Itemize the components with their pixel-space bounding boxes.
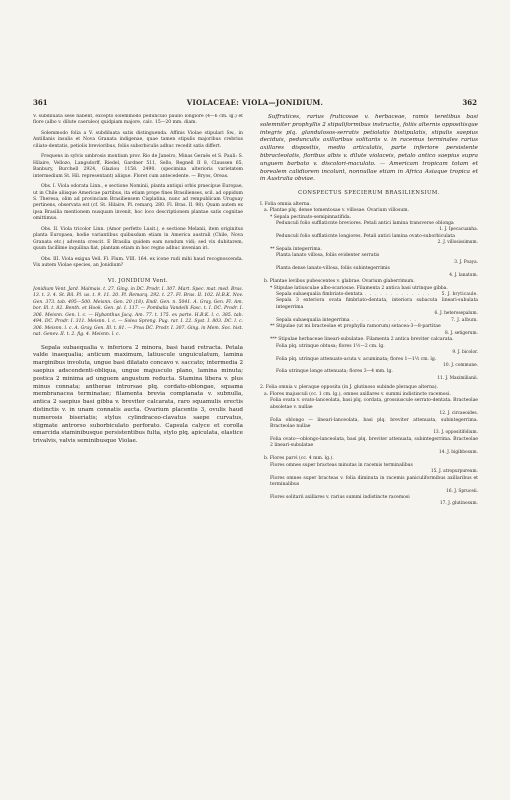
genus-habit-description: Suffrutices, rarius fruticosae v. herbaceae, ramis teretibus basi solemniter prophyllis 2 stipuliformibus instructis, foliis alternis oppositisque integris plq. glandulosos-serratis petiolatis bistipulatis, stipulis saepius deciduis, pedunculis axillaribus solitariis v. in racemus terminales rarius axillares dispositis, medio articulatis, parte inferiore persistente bibracteolatis, floribus albis v. dilute violaceis, petalo antico saepius supra unguem barbato v. discolori-maculato. — Americam tropicam totam et borealem calidiorem incolunt, nonnullae etiam in Africa Asiaque tropica et in Australia obviae. [260, 114, 478, 183]
key-group-heading: I. Folia omnia alterna. [260, 201, 311, 207]
species-name: 9. J. bicolor. [452, 350, 478, 356]
key-subgroup: a. Plantae plq. dense tomentosae v. villosae. Ovarium villosum. [264, 208, 410, 214]
key-subgroup: a. Flores majusculi (cc. 1 cm. lg.), omnes axillares v. summi indistincte racemosi. [264, 391, 451, 397]
genus-description: Sepala subaequalia v. inferiora 2 minora, basi haud retracta. Petala valde inaequalia; anticum maximum, latiuscule unguiculatum, lamina marginibus involuta, ungue basi dilatato concavo v. saccato; intermedia 2 saepius adscendenti-obliqua, ungue majusculo plano, lamina minuta; postica 2 minima ad unguem angustum reducta. Stamina libera v. plus minus connata; antherae introrsae plq. cordato-oblongae, squama membranacea terminatae; filamenta brevia complanata v. subnulla, antica 2 saepius basi gibba v. breviter calcarata, raro squamulis erectis distinctis v. in unam connatis aucta. Ovarium placentis 3, ovulis haud numerosis biseriatis; stylus cylindraceo-clavatus saepe curvatus, stigmate antrorso suborbiculato perforato. Capsula calyce et corolla emarcida staminibusque persistentibus fulta, stylo plq. apiculata, elastice trivalvis, valvis seminibusque Violae. [33, 344, 243, 445]
species-name: 2. J. villosissimum. [437, 240, 478, 246]
key-lead: Sepala subaequalia integerrima [276, 317, 350, 323]
species-name: 16. J. Spruceii. [446, 488, 478, 494]
species-name: 11. J. Maximilianii. [437, 375, 478, 381]
key-lead: Folia plq. utrinque obtusa; flores 1½—2 cm. lg. [276, 343, 385, 349]
key-lead: Folia plq. utrinque attenuato-acuta v. acuminata; flores 1—1½ cm. lg. [276, 356, 437, 362]
page-number-left: 361 [33, 98, 48, 107]
key-lead: Folia utrinque longe attenuata; flores 3—4 mm. lg. [276, 369, 393, 375]
key-lead: Planta lanato villosa, foliis evidenter serratis [276, 253, 380, 259]
species-name: 5. J. bryticaule. [441, 291, 478, 297]
running-title: VIOLACEAE: VIOLA—JONIDIUM. [186, 98, 324, 107]
right-column [260, 114, 478, 764]
key-subgroup: b. Plantae levibus pubescentes v. glabrae. Ovarium glaberrimum. [264, 279, 415, 285]
key-lead: Folia oblongo — lineari-lanceolata, basi plq. breviter attenuata, subintegerrima. Bracteolae nullae [270, 417, 478, 430]
observation-1: Obs. I. Viola odorata Linn., e sectione Nominii, planta antiqui orbis praecipue Europae, ut in Chile aliisque Americae partibus, ita etiam prope fines Brasilienses, scil. ad oppidum S. Theresa, olim ad provinciam Brasiliensem Cisplatina, nunc ad rempublicam Uruguay pertinens, observata est (cf. St. Hilaire, Pl. remarq. 280. Fl. Bras. II. 98). Quam autem ex ipsa Brasilia mentionem nusquam invenit, hoc loco descriptionem plantae satis cognitae omittimus. [33, 184, 243, 222]
leader-dots: . . . . . . . . . . . . . [364, 291, 431, 297]
species-name: 4. J. lanatum. [449, 272, 478, 278]
species-name: 8. J. setigerum. [445, 330, 478, 336]
key-section: ** Sepala integerrima. [270, 246, 322, 252]
key-lead: Flores omnes super bracteas v. folia diminuta in racemis paniculiformibus axillaribus et terminalibus [270, 475, 478, 488]
species-name: 17. J. glutinosum. [439, 501, 478, 507]
key-section: *** Stipulae herbaceae lineari-subulatae. Filamenta 2 antica breviter calcarata. [270, 337, 454, 343]
key-lead: Flores omnes super bracteas minutas in racemis terminalibus [270, 462, 413, 468]
species-name: 1. J. Ipecacuanha. [439, 227, 478, 233]
genus-heading: VI. JONIDIUM Vent. [107, 277, 169, 284]
observation-3: Obs. III. Viola exigua Vell. Fl. Flum. VIII. 164. ex icone rudi mihi haud recognoscenda. Vix autem Violae species, an Jonidium? [33, 256, 243, 269]
key-lead: Flores solitarii axillares v. rarius summi indistincte racemosi [270, 495, 410, 501]
paragraph: V. subdiluata sese habent, excepto solemmodo pedunculo paullo longiore (4—6 cm. lg.) et flore (albo v. dilute caeruleo) quidpiam majore, calc. 15—20 mm. diam. [33, 114, 243, 126]
page-header [33, 98, 477, 110]
key-lead: Planta dense lanato-villosa, foliis subintegerrimis [276, 266, 390, 272]
key-lead: Folia ovata v. ovato-lanceolata, basi plq. cordata, grossiuscule serrato-dentata. Bracteolae absoletae v. nullae [270, 398, 478, 410]
species-name: 6. J. heterosepalum. [434, 311, 478, 317]
left-column [33, 114, 243, 764]
key-lead: Sepala 3 exteriora ovata fimbriato-dentata, interiora subacuta lineari-subulata integerrima [276, 298, 478, 310]
key-lead: Folia ovato—oblongo-lanceolata, basi plq. breviter attenuata, subintegerrima. Bracteolae 2 lineari-subulatae [270, 436, 478, 449]
key-section: * Sepala pectinato-semipinnatifida. [270, 214, 352, 220]
paragraph: Solemmodo folia a V. subdiluata satis distinguenda. Affinis Violae stipulari Sw., in Antillanis insulis et Nova Granata indigenae, quae tamen stipulis majoribus crebrius ciliato-dentatis, petiolis brevioribus, foliis suborbiculis adhuc recedit satis differt. [33, 130, 243, 149]
key-lead: Pedunculi folio sufflaticnte breviores. Petali antici lamina transverse oblonga [276, 220, 454, 226]
species-name: 3. J. Poaya. [454, 259, 478, 265]
leader-dots: . . . . . . . . . . . . . [351, 317, 418, 323]
observation-2: Obs. II. Viola tricolor Linn. (Amor perfetto Lusit.), e sectione Melanii, item originitus planta Europaea, hodie variantibus quibusdam etiam in America australi (Chile, Nova Granata etc.) adventa crescit. E Brasilia quidem eam nondum vidi; sed vix dubitarem, quum facillime inquilina fiat, plantam etiam in hoc regno adhuc invenian iri. [33, 226, 243, 252]
locality-paragraph: Frequens in sylvis umbrosis montium prov. Rio de Janeiro, Minas Geraës et S. Pauli: S. Hilaire, Vellozo, Langsdorff, Riedel, Gardner 511, Sello, Regnell II 8, Claussen 65, Banbury, Burchell 2924, Glaziou 1158. 2490. (specimina ulterioris varietatem intermedium St. Hil. representant) aliique. Floret cum antecedente. — Bryos, Oreas. [33, 154, 243, 179]
species-name: 13. J. oppositifolium. [433, 430, 478, 436]
species-name: 7. J. album. [451, 317, 478, 323]
species-name: 14. J. bigibbosum. [438, 449, 478, 455]
species-name: 12. J. circaeoides. [439, 411, 478, 417]
key-section: ** Stipulae (ut mi bracteolae et prophylla ramorum) setacea-3—8-partitae [270, 324, 441, 330]
genus-references: Jonidium Vent. Jard. Malmais. t. 27. Ging. in DC. Prodr. I. 307. Mart. Spec. mat. med. Bras. 13. t. 3. 4. St. Bil. Pl. us. t. 9. 11. 20. Pl. Remarq. 292. t. 27. Fl. Bras. II. 102. H.B.K. Nov. Gen. 373. tab. 495—500. Meisnn. Gen. 20 (18). Endl. Gen. n. 5041. A. Gray, Gen. Fl. Am. bor. Ill. t. 82. Benth. et Hook. Gen. pl. I. 117. — Pombalia Vandelli Fasc. t. I. DC. Prodr. I. 306. Meisnn. Gen. l. c. — Hybanthus Jacq. Am. 77. t. 175. ex parte. H.B.K. l. c. 385. tab. 494. DC. Prodr. I. 311. Meisnn. l. c. — Solea Spreng. Pug. rar. I. 22. Syst. I. 803. DC. l. c. 306. Meisnn. l. c. A. Gray, Gen. Ill. t. 81. — Proa DC. Prodr. I. 307. Ging. in Mem. Soc. hist. nat. Genev. II. t. 2. fig. 4. Meisnn. l. c. [33, 286, 243, 338]
key-lead: Sepala subaequalia fimbriato-dentata [276, 291, 363, 297]
key-subgroup: b. Flores parvi (cc. 4 mm. lg.). [264, 456, 334, 462]
species-name: 10. J. commune. [443, 362, 478, 368]
species-name: 15. J. atropurpureum. [430, 469, 478, 475]
key-section: * Stipulae latiusculae albo-scariosae. Filamenta 2 antica basi utrinque gibba. [270, 285, 448, 291]
conspectus-heading: CONSPECTUS SPECIERUM BRASILIENSIUM. [298, 190, 440, 197]
key-lead: Pedunculi folio sufflaticnte longiores. Petali antici lamina ovato-suborbiculata [276, 233, 455, 239]
page-number-right: 362 [462, 98, 477, 107]
key-group-heading: 2. Folia omnia v. pleraque opposita (in J. glutinoso subinde pleraque alterna). [260, 385, 438, 391]
